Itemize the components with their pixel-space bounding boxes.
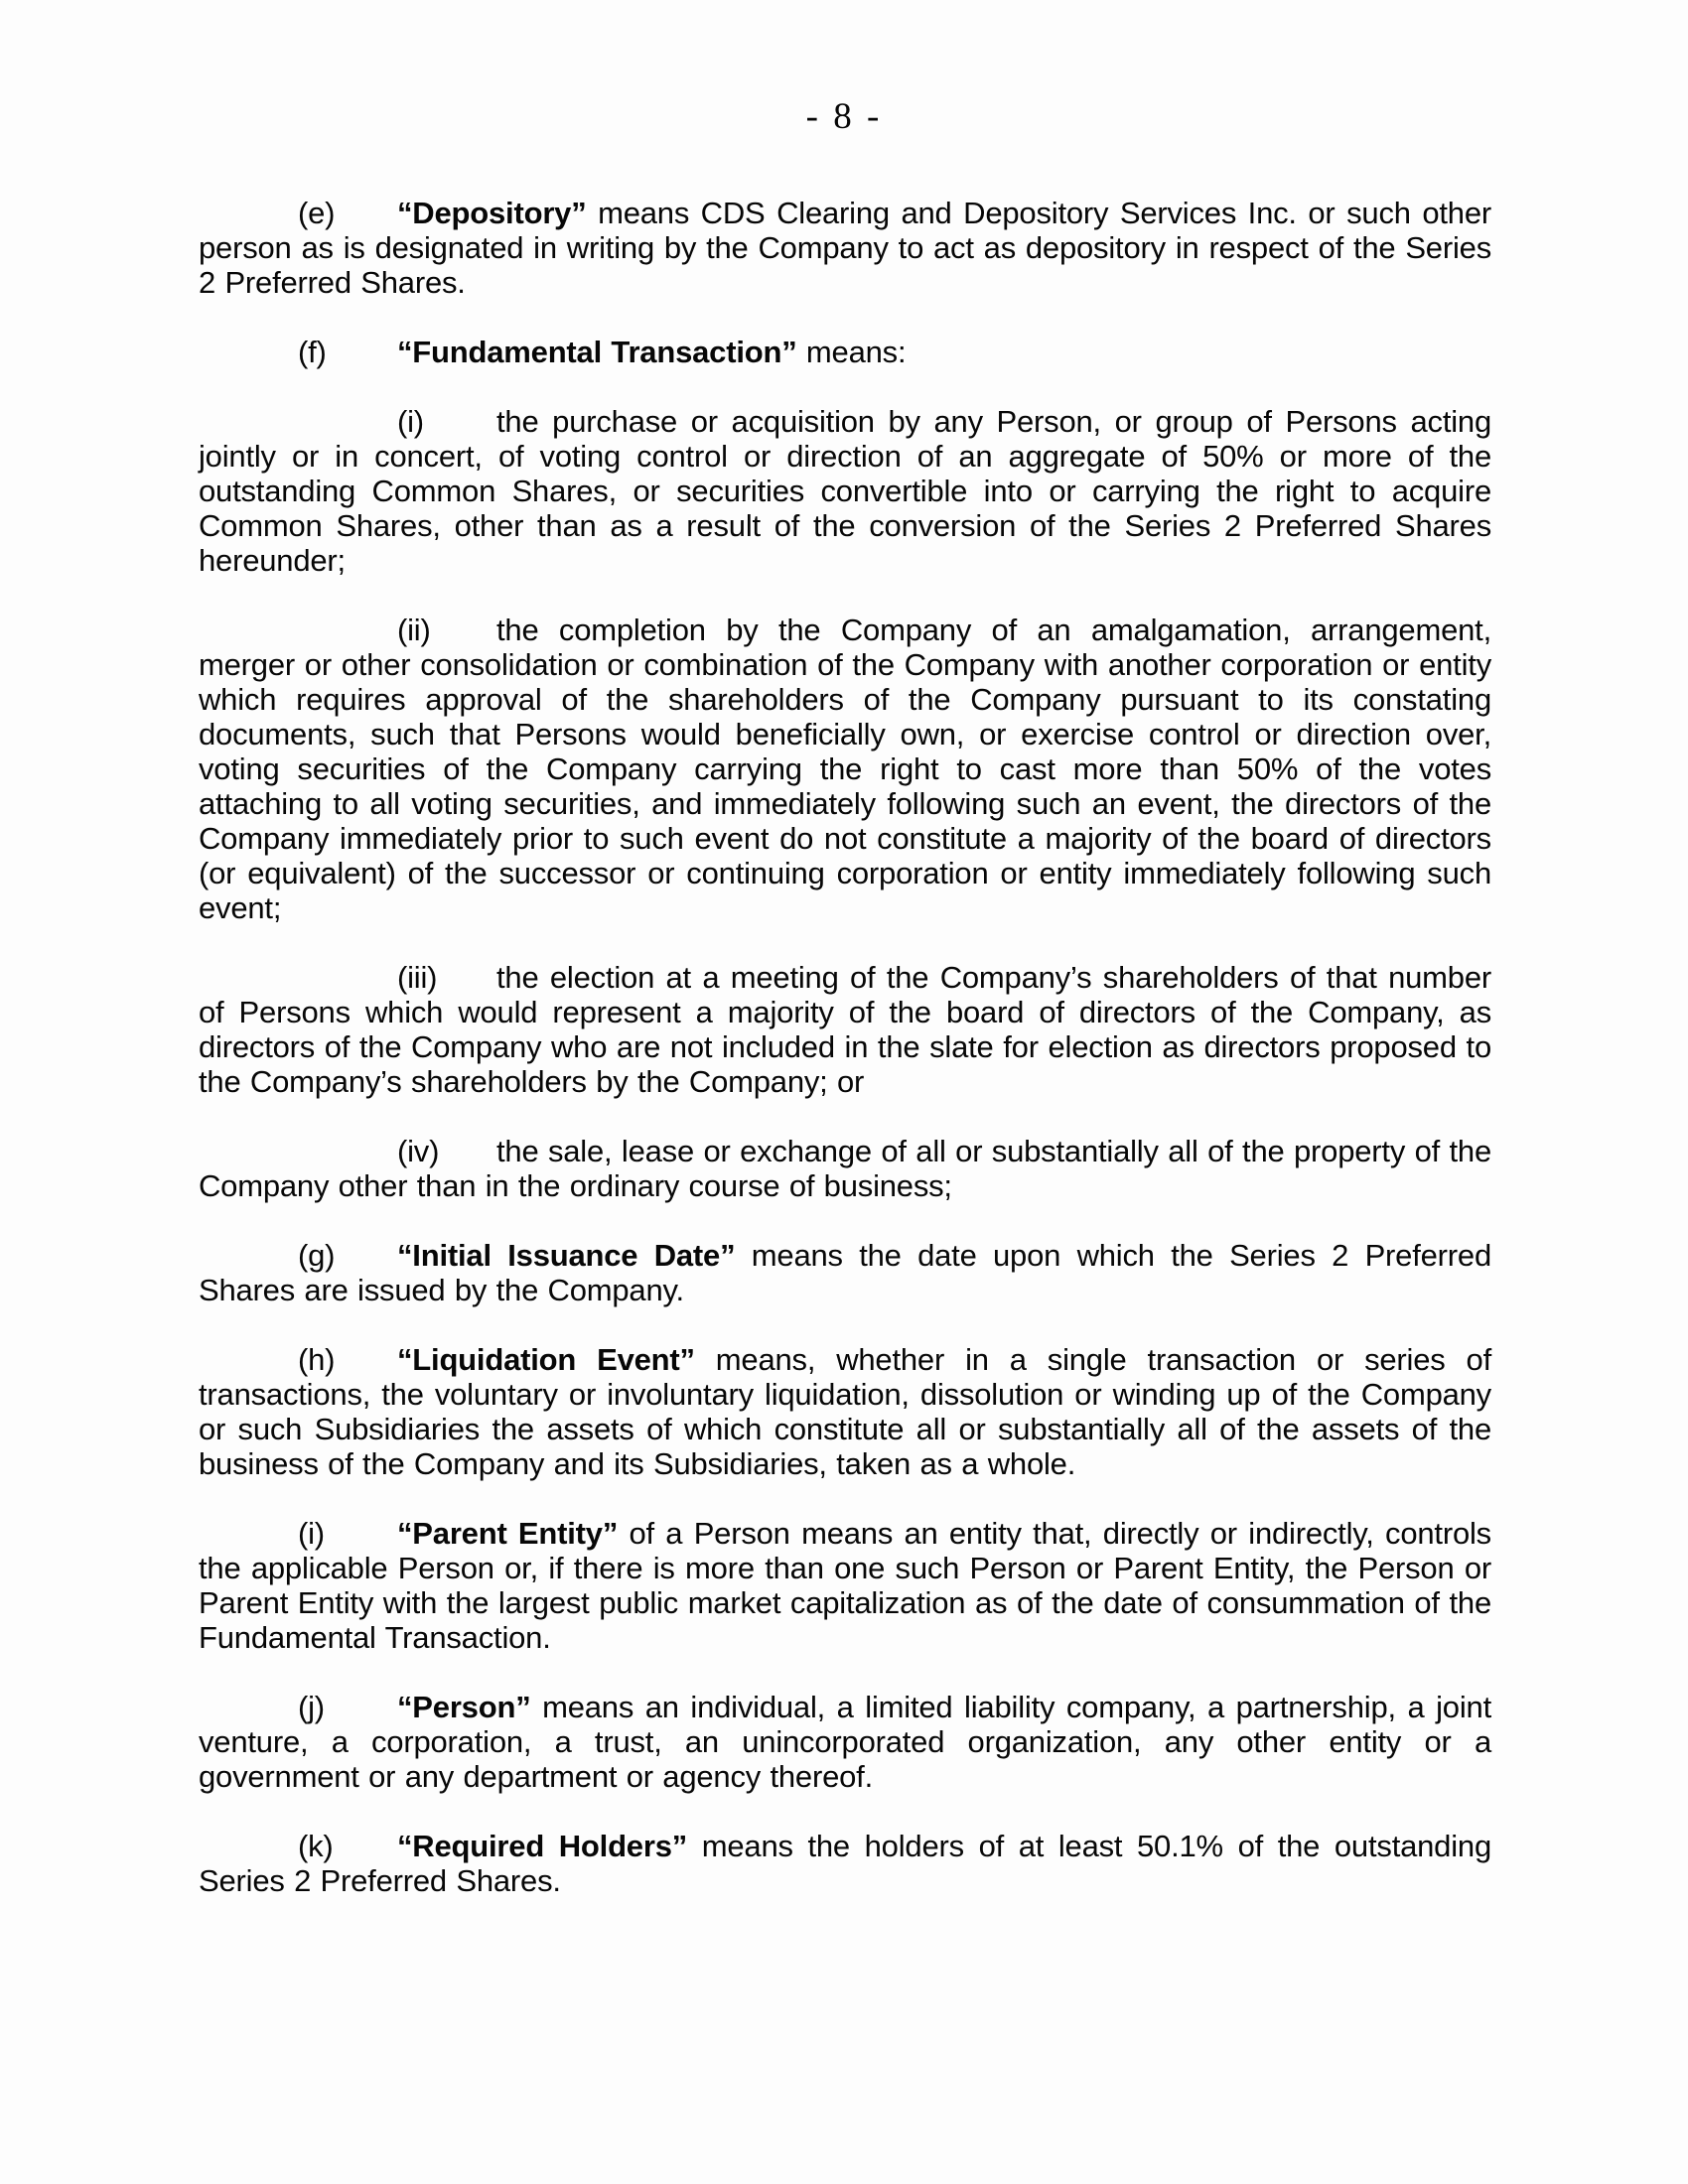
clause-label: (i)	[298, 1516, 325, 1551]
clause-label: (k)	[298, 1829, 334, 1863]
defined-term: “Parent Entity”	[397, 1516, 619, 1551]
clause-label: (i)	[397, 404, 424, 439]
clause-label: (ii)	[397, 613, 431, 647]
clause-paragraph	[199, 1829, 1491, 1898]
clause-paragraph	[199, 613, 1491, 925]
defined-term: “Person”	[397, 1690, 531, 1724]
page-number: - 8 -	[805, 96, 883, 137]
clause-paragraph	[199, 1516, 1491, 1655]
clause-text: means the holders of at least 50.1% of the outstanding Series 2 Preferred Shares.	[199, 1829, 1491, 1898]
clause-paragraph	[199, 335, 1491, 369]
defined-term: “Initial Issuance Date”	[397, 1238, 736, 1273]
clause-paragraph	[199, 1342, 1491, 1481]
clause-text: the completion by the Company of an amalgamation, arrangement, merger or other consolidation or combination of the Company with another corporation or entity which requires approval of the shareholders of the Company pursuant to its constating documents, such that Persons would beneficially own, or exercise control or direction over, voting securities of the Company carrying the right to cast more than 50% of the votes attaching to all voting securities, and immediately following such an event, the directors of the Company immediately prior to such event do not constitute a majority of the board of directors (or equivalent) of the successor or continuing corporation or entity immediately following such event;	[199, 613, 1491, 925]
clause-text: the election at a meeting of the Company’s shareholders of that number of Persons which would represent a majority of the board of directors of the Company, as directors of the Company who are not included in the slate for election as directors proposed to the Company’s shareholders by the Company; or	[199, 960, 1491, 1099]
clause-label: (f)	[298, 335, 327, 369]
defined-term: “Liquidation Event”	[397, 1342, 695, 1377]
clause-label: (h)	[298, 1342, 336, 1377]
clause-paragraph	[199, 1690, 1491, 1794]
clause-label: (j)	[298, 1690, 325, 1724]
clause-text: means, whether in a single transaction or series of transactions, the voluntary or involuntary liquidation, dissolution or winding up of the Company or such Subsidiaries the assets of which constitute all or substantially all of the assets of the business of the Company and its Subsidiaries, taken as a whole.	[199, 1342, 1491, 1481]
clause-paragraph	[199, 1134, 1491, 1203]
clause-paragraph	[199, 960, 1491, 1099]
clause-label: (iii)	[397, 960, 438, 995]
defined-term: “Fundamental Transaction”	[397, 335, 797, 369]
clause-label: (e)	[298, 196, 336, 230]
clause-paragraph	[199, 1238, 1491, 1307]
clause-text: means an individual, a limited liability company, a partnership, a joint venture, a corporation, a trust, an unincorporated organization, any other entity or a government or any department or agency thereof.	[199, 1690, 1491, 1794]
clause-label: (g)	[298, 1238, 336, 1273]
clause-paragraph	[199, 404, 1491, 578]
defined-term: “Required Holders”	[397, 1829, 688, 1863]
clause-paragraph	[199, 196, 1491, 300]
clause-text: means:	[796, 335, 907, 369]
clause-text: means the date upon which the Series 2 Preferred Shares are issued by the Company.	[199, 1238, 1491, 1307]
clause-text: the purchase or acquisition by any Person, or group of Persons acting jointly or in concert, of voting control or direction of an aggregate of 50% or more of the outstanding Common Shares, or securities convertible into or carrying the right to acquire Common Shares, other than as a result of the conversion of the Series 2 Preferred Shares hereunder;	[199, 404, 1491, 578]
clause-text: of a Person means an entity that, directly or indirectly, controls the applicable Person or, if there is more than one such Person or Parent Entity, the Person or Parent Entity with the largest public market capitalization as of the date of consummation of the Fundamental Transaction.	[199, 1516, 1491, 1655]
clause-text: the sale, lease or exchange of all or substantially all of the property of the Company other than in the ordinary course of business;	[199, 1134, 1491, 1203]
clause-text: means CDS Clearing and Depository Services Inc. or such other person as is designated in writing by the Company to act as depository in respect of the Series 2 Preferred Shares.	[199, 196, 1491, 300]
defined-term: “Depository”	[397, 196, 587, 230]
clause-label: (iv)	[397, 1134, 440, 1168]
document-body	[199, 196, 1491, 1898]
